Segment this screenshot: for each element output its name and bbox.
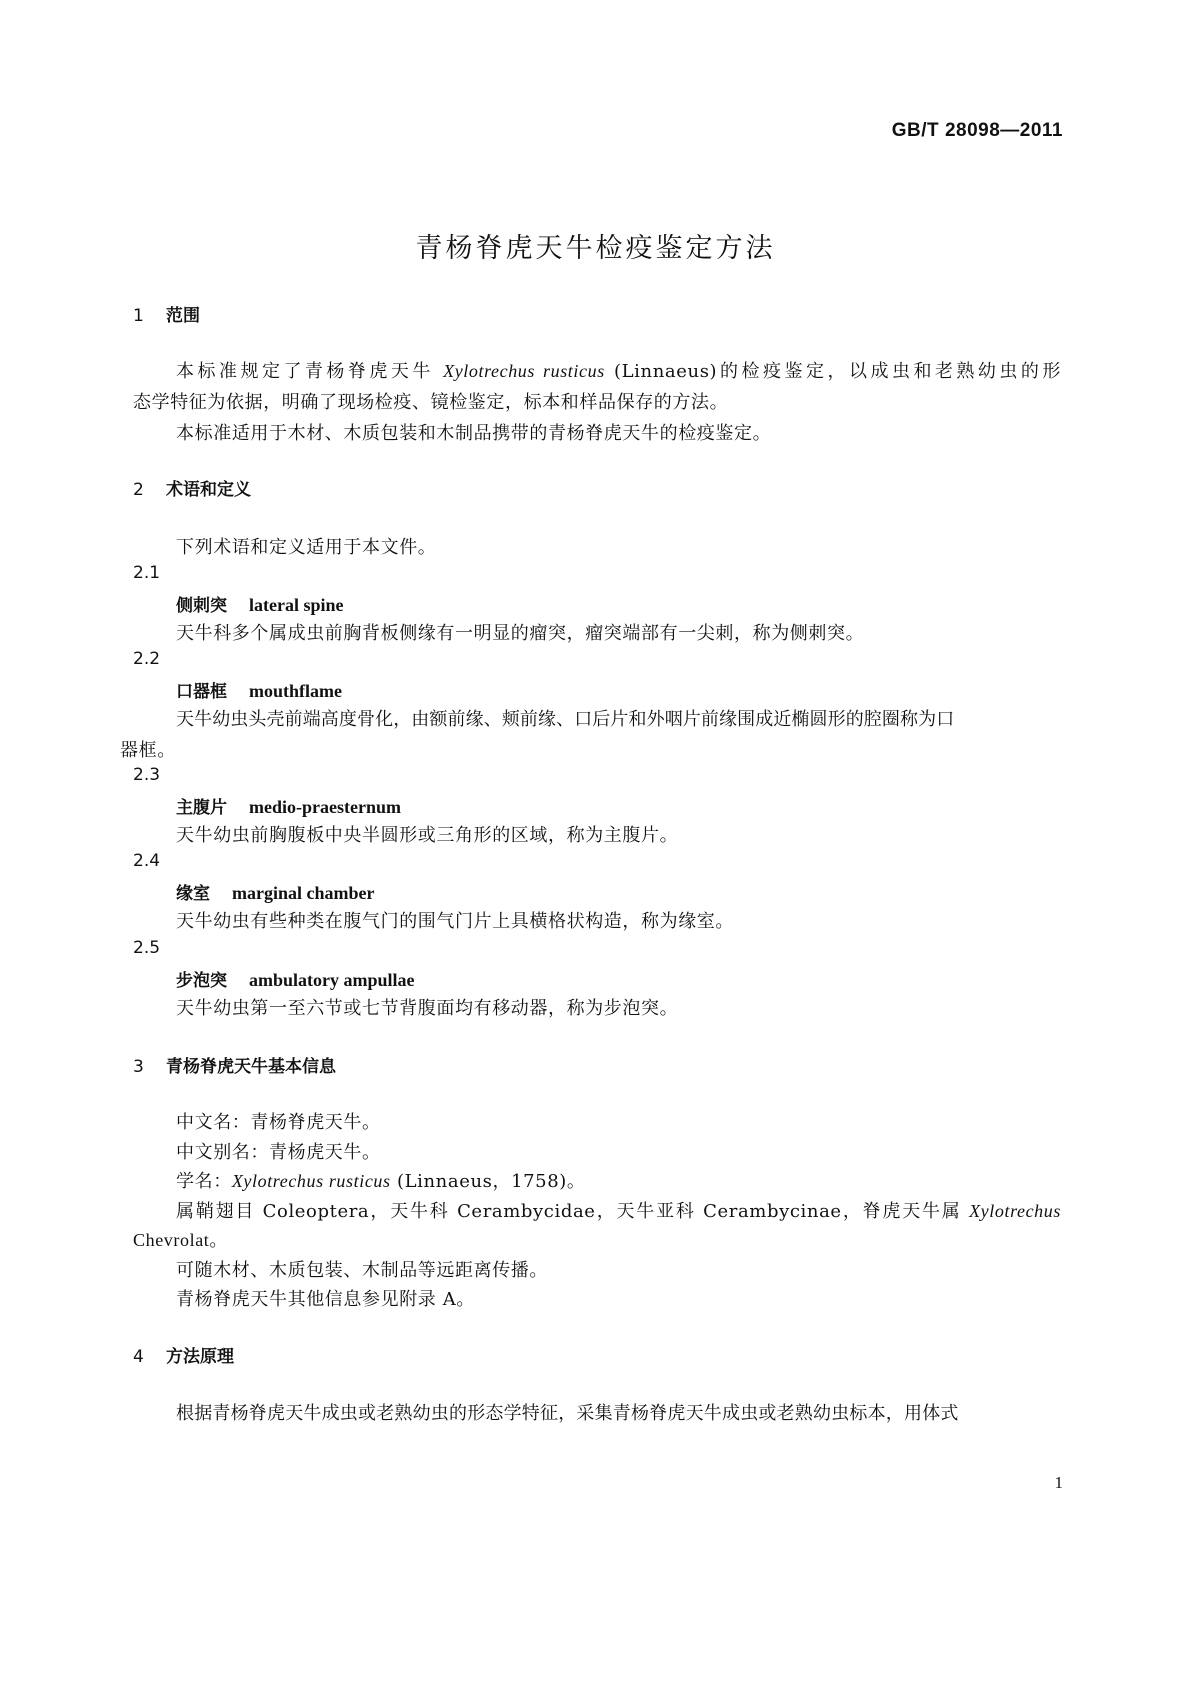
section-4-heading xyxy=(133,1342,234,1367)
text-run: 属鞘翅目 Coleoptera，天牛科 Cerambycidae，天牛亚科 Cerambycinae，脊虎天牛属 xyxy=(176,1201,970,1222)
species-name: Xylotrechus rusticus xyxy=(231,1171,391,1191)
section-2-heading xyxy=(133,475,251,500)
paragraph: 青杨脊虎天牛其他信息参见附录 A。 xyxy=(176,1289,475,1310)
term-definition: 器框。 xyxy=(120,740,176,761)
page-number: 1 xyxy=(1054,1473,1063,1492)
term-english: marginal chamber xyxy=(232,883,375,903)
section-title: 范围 xyxy=(166,306,200,326)
document-title: 青杨脊虎天牛检疫鉴定方法 xyxy=(415,233,776,264)
term-chinese: 步泡突 xyxy=(176,971,227,991)
term-definition: 天牛科多个属成虫前胸背板侧缘有一明显的瘤突，瘤突端部有一尖刺，称为侧刺突。 xyxy=(176,623,865,644)
term-english: ambulatory ampullae xyxy=(249,970,415,990)
standard-code: GB/T 28098—2011 xyxy=(891,120,1063,141)
term-definition: 天牛幼虫有些种类在腹气门的围气门片上具横格状构造，称为缘室。 xyxy=(176,911,734,932)
section-1-heading xyxy=(133,301,200,326)
clause-number: 2.1 xyxy=(133,563,161,583)
section-title: 方法原理 xyxy=(166,1347,234,1367)
text-run: (Linnaeus，1758)。 xyxy=(390,1171,586,1192)
term-definition: 天牛幼虫前胸腹板中央半圆形或三角形的区域，称为主腹片。 xyxy=(176,825,679,846)
genus-name: Xylotrechus xyxy=(969,1201,1061,1221)
paragraph-line: Chevrolat。 xyxy=(133,1230,228,1250)
term-english: medio-praesternum xyxy=(249,797,401,817)
paragraph-line: 根据青杨脊虎天牛成虫或老熟幼虫的形态学特征，采集青杨脊虎天牛成虫或老熟幼虫标本，用体式 xyxy=(176,1403,959,1424)
term-entry xyxy=(176,677,342,702)
species-name: Xylotrechus rusticus xyxy=(443,361,605,381)
term-chinese: 口器框 xyxy=(176,682,227,702)
section-title: 青杨脊虎天牛基本信息 xyxy=(166,1057,336,1077)
section-number: 4 xyxy=(133,1347,144,1367)
text-run: 本标准规定了青杨脊虎天牛 xyxy=(176,361,444,382)
paragraph-line xyxy=(176,357,1061,383)
text-run: (Linnaeus)的检疫鉴定，以成虫和老熟幼虫的形 xyxy=(604,361,1061,382)
paragraph: 中文名：青杨脊虎天牛。 xyxy=(176,1112,381,1133)
term-definition: 天牛幼虫头壳前端高度骨化，由额前缘、颊前缘、口后片和外咽片前缘围成近椭圆形的腔圈称为口 xyxy=(176,709,955,730)
paragraph-line: 态学特征为依据，明确了现场检疫、镜检鉴定，标本和样品保存的方法。 xyxy=(133,392,729,413)
paragraph: 可随木材、木质包装、木制品等远距离传播。 xyxy=(176,1260,548,1281)
term-definition: 天牛幼虫第一至六节或七节背腹面均有移动器，称为步泡突。 xyxy=(176,998,679,1019)
clause-number: 2.4 xyxy=(133,851,161,871)
paragraph xyxy=(176,1167,586,1193)
term-english: lateral spine xyxy=(249,595,344,615)
term-entry xyxy=(176,793,401,818)
term-entry xyxy=(176,879,374,904)
term-chinese: 主腹片 xyxy=(176,798,227,818)
text-run: 学名： xyxy=(176,1171,232,1192)
clause-number: 2.3 xyxy=(133,765,161,785)
clause-number: 2.5 xyxy=(133,938,161,958)
paragraph: 下列术语和定义适用于本文件。 xyxy=(176,537,437,558)
term-english: mouthflame xyxy=(249,681,342,701)
section-number: 2 xyxy=(133,480,144,500)
clause-number: 2.2 xyxy=(133,649,161,669)
term-entry xyxy=(176,591,344,616)
term-chinese: 缘室 xyxy=(176,884,210,904)
section-title: 术语和定义 xyxy=(166,480,251,500)
section-number: 3 xyxy=(133,1057,144,1077)
paragraph: 中文别名：青杨虎天牛。 xyxy=(176,1142,381,1163)
paragraph: 本标准适用于木材、木质包装和木制品携带的青杨脊虎天牛的检疫鉴定。 xyxy=(176,423,772,444)
term-chinese: 侧刺突 xyxy=(176,596,227,616)
section-3-heading xyxy=(133,1052,336,1077)
paragraph-line xyxy=(176,1197,1061,1223)
term-entry xyxy=(176,966,415,991)
section-number: 1 xyxy=(133,306,144,326)
